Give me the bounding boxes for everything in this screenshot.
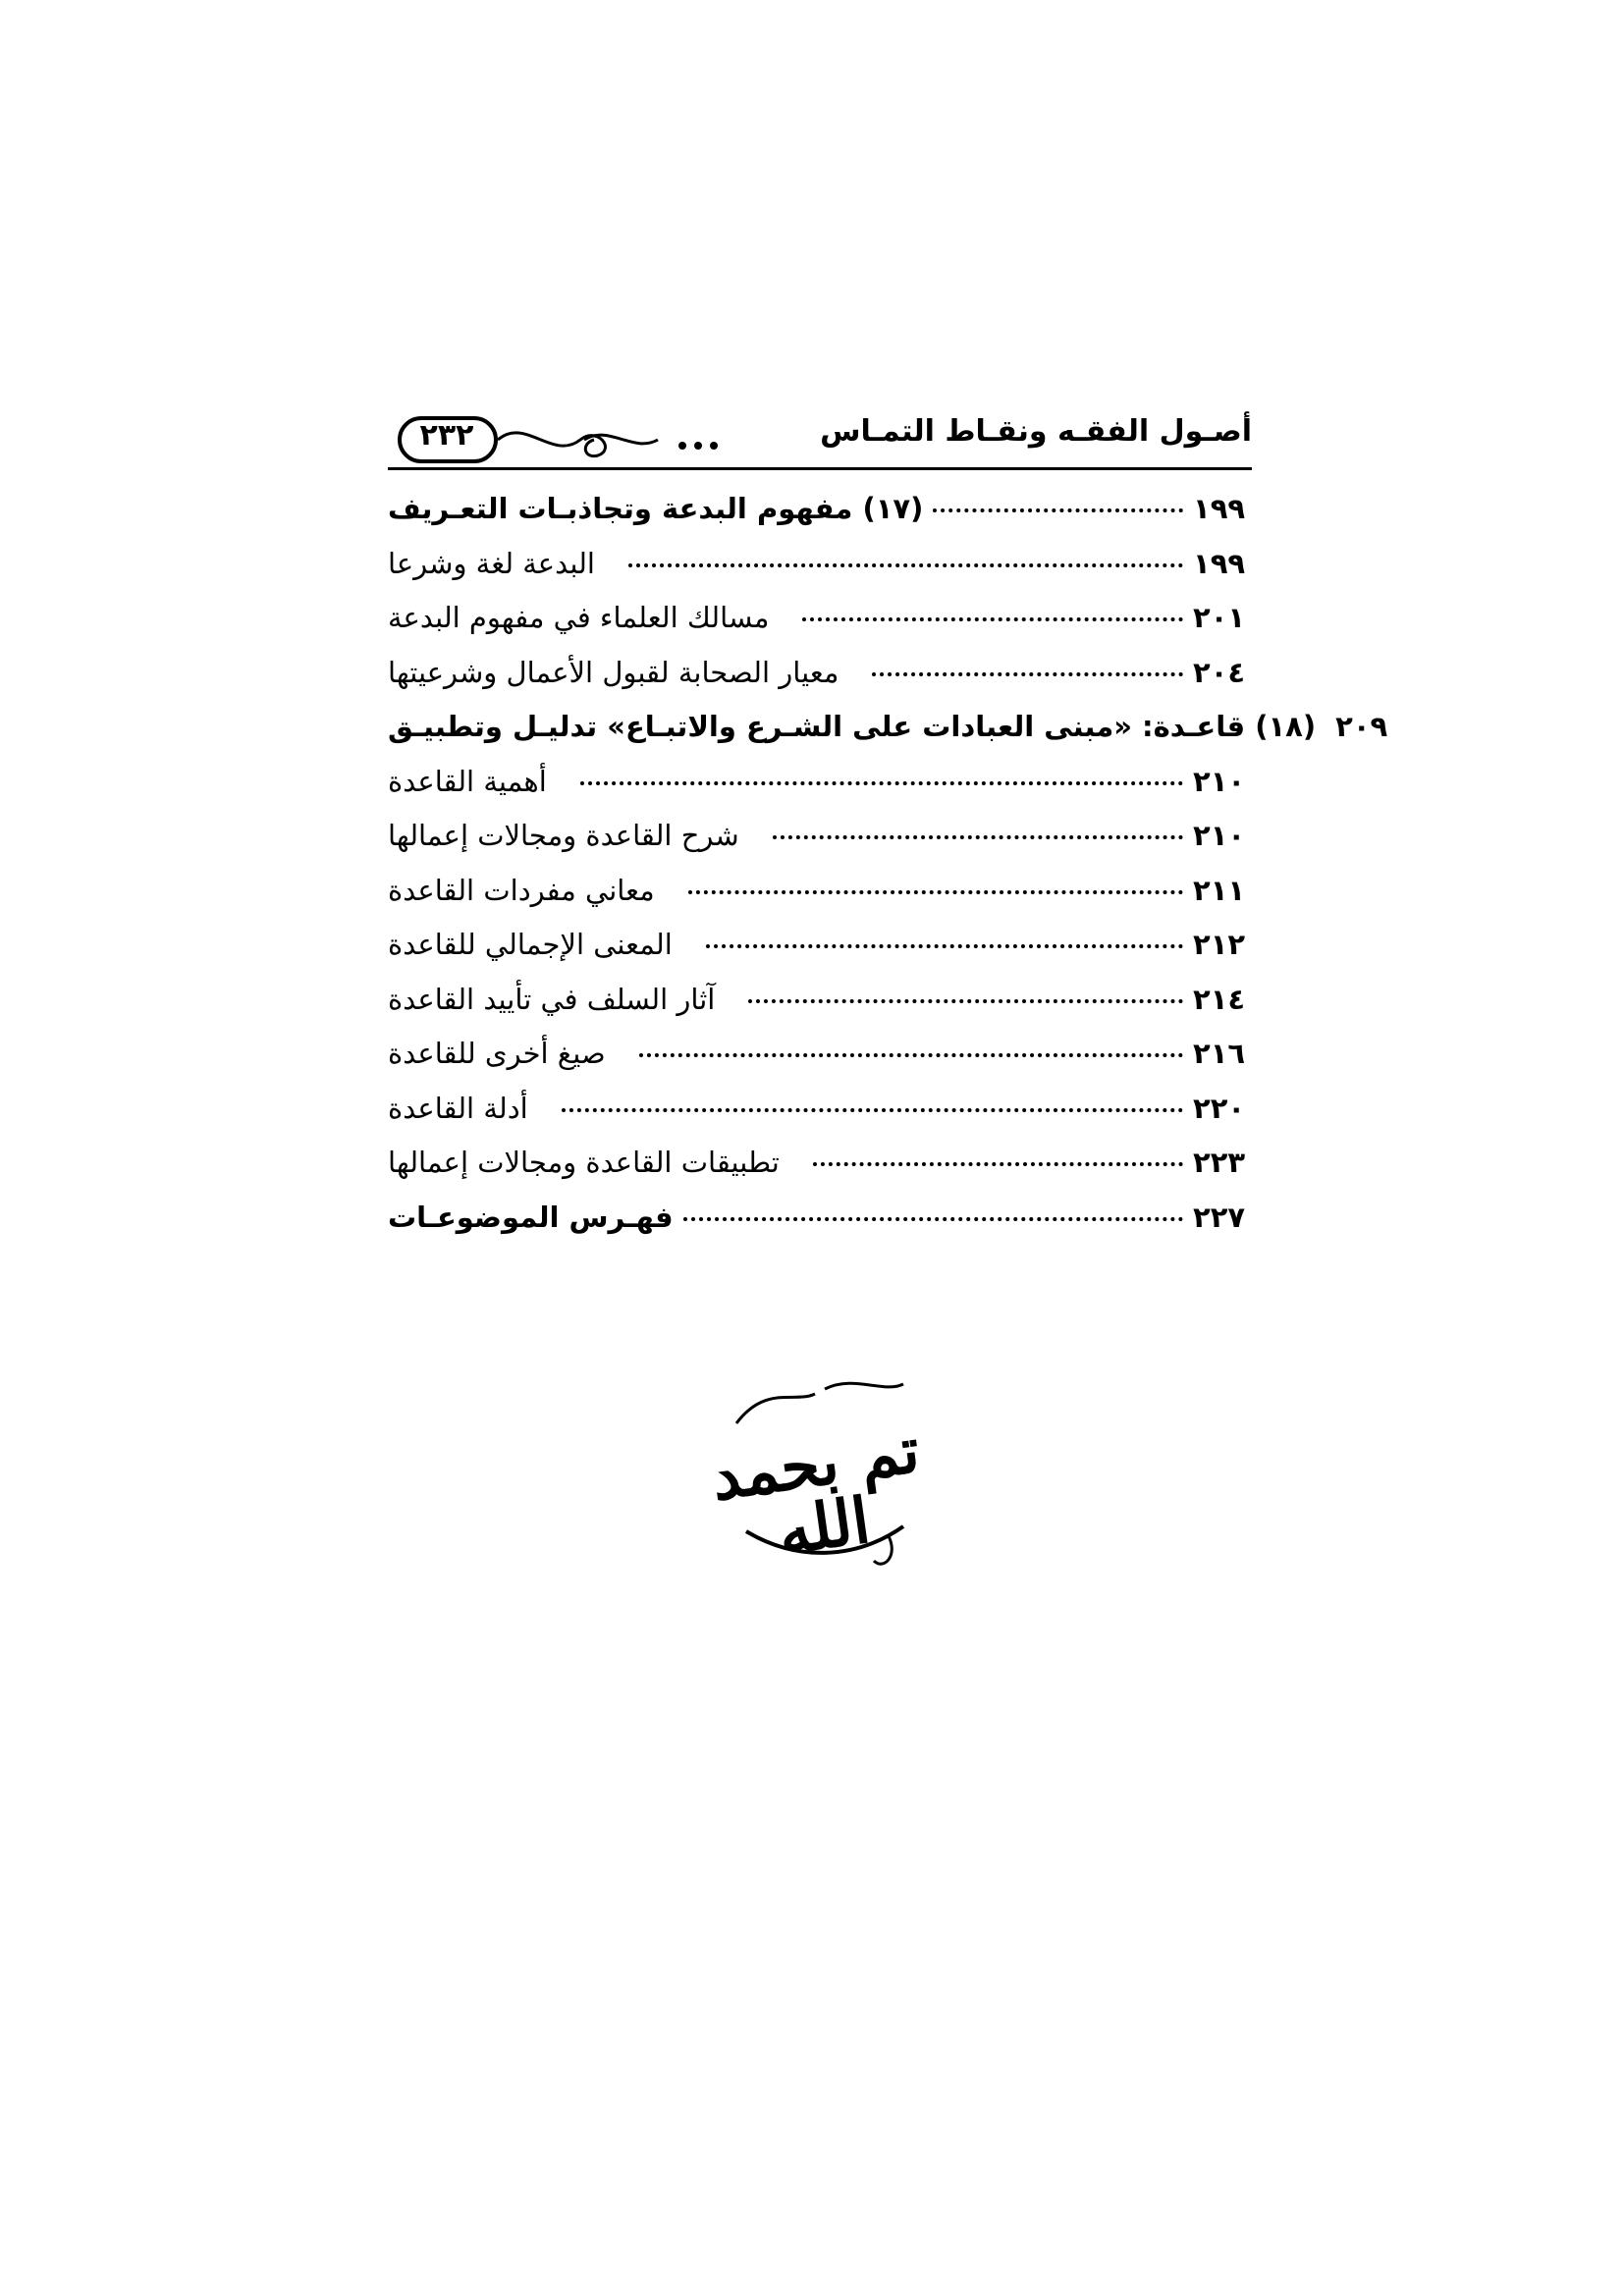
toc-entry xyxy=(388,927,1252,982)
toc-entry xyxy=(388,1145,1252,1200)
leader-dots xyxy=(706,921,1183,948)
closing-phrase: تم بحمد الله xyxy=(707,1413,924,1570)
toc-entry-title: تطبيقات القاعدة ومجالات إعمالها xyxy=(388,1146,780,1179)
toc-entry-title: أدلة القاعدة xyxy=(388,1091,528,1125)
toc-entry-page: ٢١٠ xyxy=(1193,764,1246,798)
page-number: ٢٣٢ xyxy=(419,418,474,453)
leader-dots xyxy=(580,758,1183,785)
toc-entry-page: ٢١١ xyxy=(1193,873,1246,907)
toc-entry xyxy=(388,818,1252,873)
toc-entry-page: ٢٠٤ xyxy=(1193,655,1246,689)
toc-entry-title: المعنى الإجمالي للقاعدة xyxy=(388,928,673,961)
toc-entry-page: ٢٠١ xyxy=(1193,601,1246,634)
toc-entry-title: صيغ أخرى للقاعدة xyxy=(388,1037,606,1070)
leader-dots xyxy=(628,540,1183,567)
leader-dots xyxy=(773,812,1183,839)
toc-entry xyxy=(388,873,1252,928)
toc-entry-page: ٢٢٠ xyxy=(1193,1091,1246,1125)
toc-entry xyxy=(388,1036,1252,1091)
toc-entry-title: البدعة لغة وشرعا xyxy=(388,546,595,580)
toc-entry-title: (١٧) مفهوم البدعة وتجاذبـات التعـريف xyxy=(388,492,924,525)
toc-entry-title: مسالك العلماء في مفهوم البدعة xyxy=(388,601,770,634)
leader-dots xyxy=(639,1030,1183,1057)
toc-entry xyxy=(388,709,1388,764)
toc-entry-page: ٢٢٣ xyxy=(1193,1146,1246,1179)
toc-entry-page: ٢٢٧ xyxy=(1193,1200,1246,1234)
leader-dots xyxy=(688,867,1183,894)
toc-entry-title: فهـرس الموضوعـات xyxy=(388,1200,674,1234)
leader-dots xyxy=(562,1085,1183,1112)
toc-entry-title: معيار الصحابة لقبول الأعمال وشرعيتها xyxy=(388,655,839,689)
toc-entry-title: شرح القاعدة ومجالات إعمالها xyxy=(388,819,739,852)
header-rule xyxy=(388,467,1252,470)
toc-entry-page: ٢١٢ xyxy=(1193,928,1246,961)
toc-entry-page: ٢١٦ xyxy=(1193,1037,1246,1070)
toc-entry xyxy=(388,491,1252,546)
closing-calligraphy xyxy=(707,1364,933,1590)
toc-entry xyxy=(388,982,1252,1037)
leader-dots xyxy=(802,594,1183,621)
toc-entry xyxy=(388,600,1252,655)
toc-entry-title: معاني مفردات القاعدة xyxy=(388,873,655,907)
toc-entry-page: ٢٠٩ xyxy=(1335,710,1388,743)
leader-dots xyxy=(872,649,1183,676)
running-header xyxy=(388,410,1252,471)
leader-dots xyxy=(748,976,1183,1003)
toc-entry-page: ١٩٩ xyxy=(1193,546,1246,580)
toc-entry xyxy=(388,1200,1252,1255)
toc-entry-page: ٢١٠ xyxy=(1193,819,1246,852)
leader-dots xyxy=(933,485,1183,512)
leader-dots xyxy=(683,1194,1183,1221)
table-of-contents xyxy=(388,491,1388,1254)
toc-entry xyxy=(388,655,1252,710)
book-title: أصـول الفقـه ونقـاط التمـاس xyxy=(820,414,1252,449)
toc-entry-page: ٢١٤ xyxy=(1193,982,1246,1016)
leader-dots xyxy=(813,1139,1183,1166)
toc-entry-page: ١٩٩ xyxy=(1193,492,1246,525)
toc-entry xyxy=(388,764,1252,819)
toc-entry xyxy=(388,1091,1252,1146)
toc-entry xyxy=(388,546,1252,601)
toc-entry-title: أهمية القاعدة xyxy=(388,764,547,798)
toc-entry-title: (١٨) قاعـدة: «مبنى العبادات على الشـرع والاتبـاع» تدليـل وتطبيـق xyxy=(388,710,1317,743)
toc-entry-title: آثار السلف في تأييد القاعدة xyxy=(388,982,716,1016)
